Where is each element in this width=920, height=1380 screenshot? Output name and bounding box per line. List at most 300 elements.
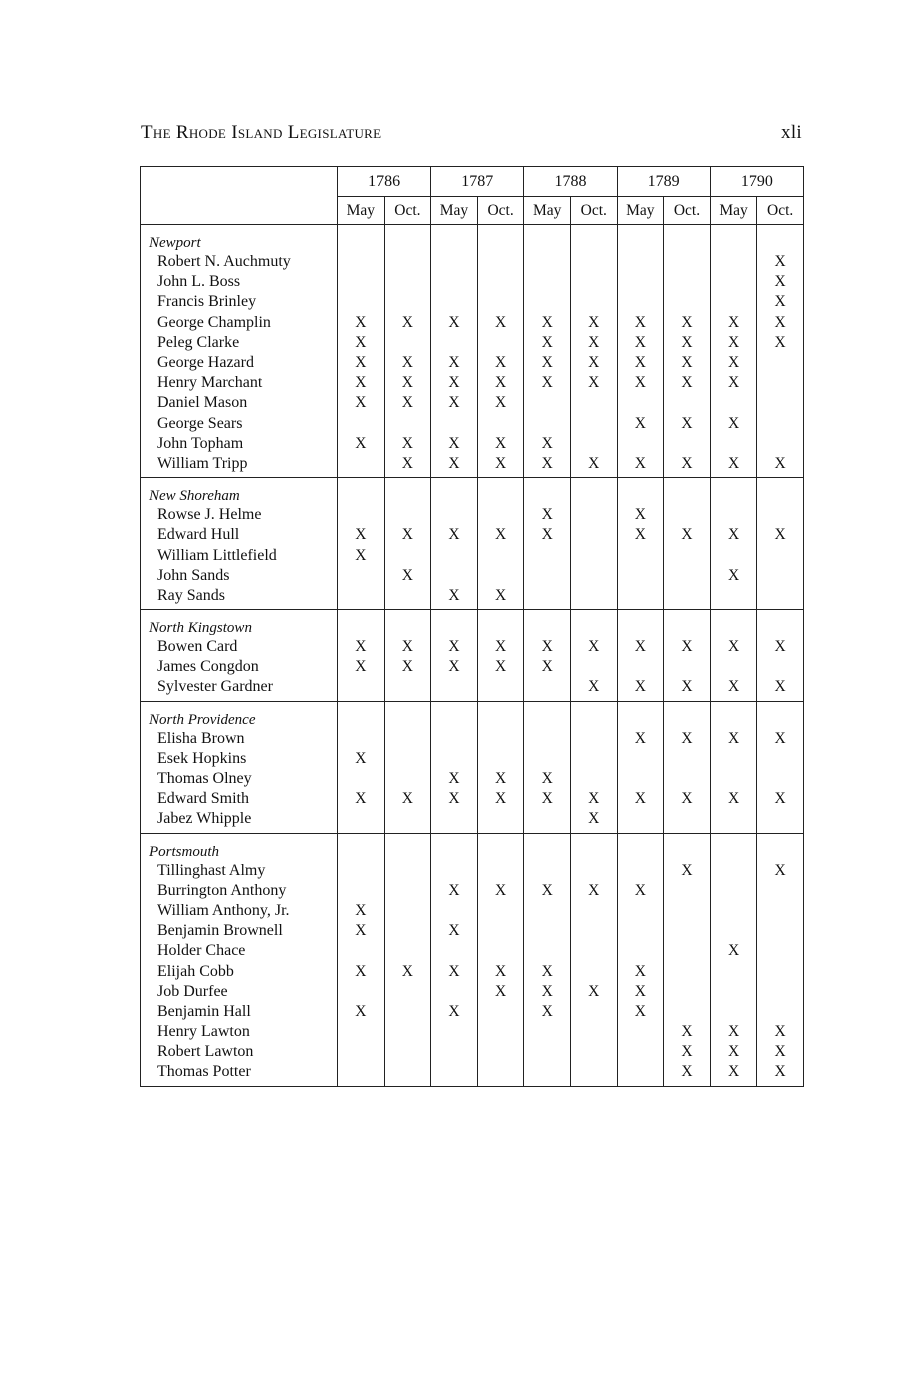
attendance-mark (431, 252, 478, 272)
attendance-mark (570, 525, 617, 545)
attendance-mark: X (384, 657, 431, 677)
town-name: North Providence (141, 701, 338, 729)
attendance-mark: X (617, 313, 664, 333)
attendance-mark: X (664, 1062, 711, 1086)
empty-cell (431, 701, 478, 729)
attendance-mark: X (524, 333, 571, 353)
attendance-mark (757, 921, 804, 941)
attendance-mark (617, 393, 664, 413)
member-name: Robert Lawton (141, 1042, 338, 1062)
empty-cell (710, 701, 757, 729)
attendance-mark: X (757, 1062, 804, 1086)
attendance-mark: X (384, 961, 431, 981)
attendance-mark: X (710, 677, 757, 701)
member-row (141, 901, 804, 921)
attendance-mark: X (477, 982, 524, 1002)
attendance-mark (477, 941, 524, 961)
empty-cell (431, 610, 478, 638)
empty-cell (570, 833, 617, 861)
attendance-mark: X (431, 657, 478, 677)
empty-cell (384, 610, 431, 638)
attendance-mark: X (710, 729, 757, 749)
attendance-mark (524, 861, 571, 881)
attendance-mark (570, 566, 617, 586)
empty-cell (710, 610, 757, 638)
attendance-mark (710, 881, 757, 901)
attendance-mark (570, 252, 617, 272)
attendance-mark (524, 272, 571, 292)
attendance-mark (664, 393, 711, 413)
attendance-mark (617, 657, 664, 677)
empty-cell (431, 833, 478, 861)
attendance-mark (384, 677, 431, 701)
attendance-mark: X (570, 789, 617, 809)
attendance-mark (757, 982, 804, 1002)
attendance-mark (664, 881, 711, 901)
attendance-mark (384, 1002, 431, 1022)
empty-cell (664, 833, 711, 861)
attendance-mark (338, 586, 385, 610)
member-row (141, 657, 804, 677)
attendance-mark (710, 1002, 757, 1022)
attendance-mark: X (431, 1002, 478, 1022)
member-name: Thomas Potter (141, 1062, 338, 1086)
attendance-mark (757, 901, 804, 921)
empty-cell (757, 478, 804, 506)
member-row (141, 861, 804, 881)
session-header: Oct. (384, 197, 431, 225)
attendance-mark (757, 941, 804, 961)
attendance-mark: X (431, 769, 478, 789)
attendance-mark (524, 1062, 571, 1086)
year-header: 1787 (431, 167, 524, 197)
attendance-mark: X (524, 789, 571, 809)
attendance-mark (664, 505, 711, 525)
attendance-mark (338, 881, 385, 901)
table-header (141, 167, 804, 225)
member-row (141, 1002, 804, 1022)
attendance-mark (384, 292, 431, 312)
attendance-mark (338, 729, 385, 749)
attendance-mark (570, 941, 617, 961)
attendance-mark (710, 749, 757, 769)
attendance-mark (570, 1022, 617, 1042)
attendance-mark: X (664, 677, 711, 701)
attendance-mark (477, 901, 524, 921)
attendance-mark: X (757, 313, 804, 333)
empty-cell (664, 225, 711, 253)
member-name: Daniel Mason (141, 393, 338, 413)
attendance-mark: X (384, 313, 431, 333)
member-row (141, 373, 804, 393)
town-heading-row (141, 833, 804, 861)
empty-cell (338, 833, 385, 861)
attendance-mark: X (338, 434, 385, 454)
member-row (141, 393, 804, 413)
attendance-mark (384, 941, 431, 961)
attendance-mark (710, 921, 757, 941)
attendance-mark (384, 414, 431, 434)
empty-cell (431, 478, 478, 506)
attendance-mark (617, 769, 664, 789)
member-name: Elijah Cobb (141, 961, 338, 981)
attendance-mark (338, 1022, 385, 1042)
session-header: May (431, 197, 478, 225)
attendance-mark (338, 677, 385, 701)
member-name: George Sears (141, 414, 338, 434)
member-name: Jabez Whipple (141, 809, 338, 833)
member-name: Benjamin Hall (141, 1002, 338, 1022)
attendance-mark (664, 272, 711, 292)
empty-cell (570, 225, 617, 253)
attendance-mark (338, 982, 385, 1002)
attendance-mark (664, 566, 711, 586)
attendance-mark (477, 1042, 524, 1062)
attendance-mark: X (477, 353, 524, 373)
attendance-mark: X (664, 525, 711, 545)
attendance-mark: X (384, 454, 431, 478)
attendance-mark: X (617, 637, 664, 657)
attendance-mark (524, 941, 571, 961)
attendance-mark (710, 434, 757, 454)
member-row (141, 434, 804, 454)
empty-cell (384, 833, 431, 861)
attendance-mark (570, 657, 617, 677)
member-row (141, 252, 804, 272)
attendance-mark: X (524, 525, 571, 545)
attendance-mark (338, 1042, 385, 1062)
attendance-mark: X (710, 525, 757, 545)
session-header: May (338, 197, 385, 225)
attendance-mark: X (757, 729, 804, 749)
attendance-mark: X (664, 1022, 711, 1042)
attendance-mark: X (617, 454, 664, 478)
member-row (141, 982, 804, 1002)
attendance-mark (617, 809, 664, 833)
attendance-mark (757, 414, 804, 434)
attendance-mark (431, 809, 478, 833)
attendance-mark: X (570, 677, 617, 701)
attendance-mark: X (757, 292, 804, 312)
empty-cell (757, 833, 804, 861)
empty-cell (570, 610, 617, 638)
attendance-mark (384, 921, 431, 941)
attendance-mark (477, 272, 524, 292)
running-head (141, 122, 802, 144)
town-heading-row (141, 225, 804, 253)
attendance-mark (570, 901, 617, 921)
attendance-mark (570, 961, 617, 981)
attendance-mark: X (524, 961, 571, 981)
attendance-mark (524, 729, 571, 749)
attendance-mark (617, 434, 664, 454)
empty-cell (570, 701, 617, 729)
attendance-mark (757, 1002, 804, 1022)
attendance-mark (570, 586, 617, 610)
attendance-mark (617, 252, 664, 272)
attendance-mark (710, 769, 757, 789)
attendance-mark (338, 1062, 385, 1086)
attendance-mark: X (617, 789, 664, 809)
member-row (141, 1022, 804, 1042)
member-name: Burrington Anthony (141, 881, 338, 901)
member-name: James Congdon (141, 657, 338, 677)
member-name: Elisha Brown (141, 729, 338, 749)
attendance-mark (477, 749, 524, 769)
year-header: 1786 (338, 167, 431, 197)
town-name: New Shoreham (141, 478, 338, 506)
attendance-mark (477, 861, 524, 881)
attendance-mark (617, 586, 664, 610)
attendance-mark: X (477, 313, 524, 333)
attendance-mark (570, 749, 617, 769)
attendance-mark: X (710, 789, 757, 809)
empty-cell (384, 478, 431, 506)
attendance-mark (710, 809, 757, 833)
empty-cell (710, 478, 757, 506)
attendance-mark: X (617, 1002, 664, 1022)
member-name: William Anthony, Jr. (141, 901, 338, 921)
attendance-mark: X (664, 353, 711, 373)
empty-cell (757, 610, 804, 638)
attendance-mark: X (664, 333, 711, 353)
attendance-mark: X (757, 272, 804, 292)
attendance-mark: X (338, 545, 385, 565)
attendance-mark: X (431, 313, 478, 333)
member-name: Tillinghast Almy (141, 861, 338, 881)
attendance-mark: X (664, 414, 711, 434)
attendance-mark (524, 586, 571, 610)
attendance-mark: X (477, 586, 524, 610)
attendance-mark: X (338, 749, 385, 769)
attendance-mark (664, 769, 711, 789)
attendance-mark: X (710, 1062, 757, 1086)
attendance-mark: X (338, 373, 385, 393)
session-header: May (617, 197, 664, 225)
attendance-mark (431, 1022, 478, 1042)
attendance-mark: X (524, 353, 571, 373)
attendance-mark (384, 252, 431, 272)
attendance-mark (710, 901, 757, 921)
attendance-mark: X (617, 677, 664, 701)
attendance-mark (431, 292, 478, 312)
town-section (141, 701, 804, 833)
empty-cell (524, 478, 571, 506)
town-section (141, 478, 804, 610)
attendance-mark (477, 545, 524, 565)
attendance-mark (338, 505, 385, 525)
attendance-mark (338, 272, 385, 292)
member-name: Francis Brinley (141, 292, 338, 312)
attendance-mark: X (524, 657, 571, 677)
session-header: Oct. (757, 197, 804, 225)
empty-cell (431, 225, 478, 253)
attendance-mark (757, 353, 804, 373)
attendance-mark: X (431, 586, 478, 610)
town-heading-row (141, 610, 804, 638)
attendance-mark: X (570, 881, 617, 901)
town-heading-row (141, 478, 804, 506)
attendance-mark: X (617, 982, 664, 1002)
member-row (141, 292, 804, 312)
attendance-mark: X (524, 1002, 571, 1022)
town-section (141, 833, 804, 1086)
attendance-mark: X (617, 961, 664, 981)
attendance-mark (431, 729, 478, 749)
attendance-mark: X (431, 881, 478, 901)
member-name: Henry Marchant (141, 373, 338, 393)
attendance-mark: X (477, 454, 524, 478)
attendance-mark (477, 1022, 524, 1042)
member-name: Edward Hull (141, 525, 338, 545)
empty-cell (477, 225, 524, 253)
attendance-mark: X (570, 982, 617, 1002)
town-heading-row (141, 701, 804, 729)
member-name: John L. Boss (141, 272, 338, 292)
attendance-mark (617, 1062, 664, 1086)
attendance-mark: X (757, 637, 804, 657)
attendance-mark (431, 272, 478, 292)
attendance-mark (431, 677, 478, 701)
attendance-mark (477, 414, 524, 434)
attendance-mark: X (617, 353, 664, 373)
empty-cell (617, 701, 664, 729)
town-name: North Kingstown (141, 610, 338, 638)
empty-cell (384, 225, 431, 253)
member-name: Job Durfee (141, 982, 338, 1002)
member-name: Peleg Clarke (141, 333, 338, 353)
attendance-mark: X (338, 313, 385, 333)
member-row (141, 525, 804, 545)
attendance-mark (477, 566, 524, 586)
attendance-mark: X (570, 353, 617, 373)
member-name: Rowse J. Helme (141, 505, 338, 525)
attendance-mark: X (664, 729, 711, 749)
empty-cell (338, 225, 385, 253)
attendance-mark: X (338, 525, 385, 545)
attendance-mark: X (757, 1042, 804, 1062)
attendance-mark: X (431, 921, 478, 941)
attendance-mark (757, 769, 804, 789)
attendance-mark (570, 393, 617, 413)
attendance-mark: X (617, 881, 664, 901)
attendance-mark (664, 545, 711, 565)
attendance-mark (710, 393, 757, 413)
attendance-mark (338, 252, 385, 272)
attendance-mark (757, 961, 804, 981)
member-row (141, 313, 804, 333)
member-name: Henry Lawton (141, 1022, 338, 1042)
attendance-mark (338, 454, 385, 478)
town-section (141, 610, 804, 702)
attendance-mark (477, 729, 524, 749)
attendance-mark (431, 414, 478, 434)
attendance-mark: X (617, 373, 664, 393)
attendance-table (140, 166, 804, 1087)
session-header: May (524, 197, 571, 225)
attendance-mark (524, 252, 571, 272)
attendance-mark (384, 901, 431, 921)
attendance-mark (617, 545, 664, 565)
attendance-mark (617, 901, 664, 921)
attendance-mark (524, 921, 571, 941)
attendance-mark: X (524, 769, 571, 789)
attendance-mark (617, 1022, 664, 1042)
attendance-mark (524, 393, 571, 413)
member-name: George Champlin (141, 313, 338, 333)
empty-cell (524, 610, 571, 638)
attendance-mark: X (710, 454, 757, 478)
attendance-mark (431, 901, 478, 921)
attendance-mark (570, 1042, 617, 1062)
member-name: Bowen Card (141, 637, 338, 657)
member-row (141, 414, 804, 434)
attendance-mark (710, 505, 757, 525)
attendance-mark (384, 505, 431, 525)
attendance-mark: X (338, 353, 385, 373)
attendance-mark: X (570, 454, 617, 478)
attendance-mark (477, 921, 524, 941)
attendance-mark (570, 414, 617, 434)
attendance-mark (524, 677, 571, 701)
attendance-mark: X (570, 333, 617, 353)
member-row (141, 454, 804, 478)
attendance-mark: X (757, 789, 804, 809)
attendance-mark: X (664, 1042, 711, 1062)
attendance-mark (384, 861, 431, 881)
attendance-mark: X (664, 454, 711, 478)
empty-cell (710, 833, 757, 861)
attendance-mark: X (617, 729, 664, 749)
attendance-mark: X (477, 657, 524, 677)
attendance-mark: X (757, 1022, 804, 1042)
attendance-mark (757, 393, 804, 413)
attendance-mark: X (384, 434, 431, 454)
attendance-mark: X (664, 373, 711, 393)
empty-cell (757, 701, 804, 729)
attendance-mark: X (617, 333, 664, 353)
attendance-mark (477, 333, 524, 353)
attendance-mark (617, 272, 664, 292)
attendance-mark: X (384, 353, 431, 373)
attendance-mark (570, 434, 617, 454)
empty-cell (570, 478, 617, 506)
attendance-mark (664, 809, 711, 833)
attendance-mark: X (524, 982, 571, 1002)
attendance-mark (617, 921, 664, 941)
page-number: xli (781, 122, 802, 143)
attendance-mark: X (757, 861, 804, 881)
member-row (141, 353, 804, 373)
member-name: William Littlefield (141, 545, 338, 565)
attendance-mark: X (431, 373, 478, 393)
empty-cell (477, 701, 524, 729)
attendance-mark (524, 749, 571, 769)
attendance-mark (524, 545, 571, 565)
attendance-mark: X (710, 313, 757, 333)
attendance-mark: X (431, 393, 478, 413)
attendance-mark: X (617, 505, 664, 525)
attendance-mark (570, 921, 617, 941)
attendance-mark: X (338, 921, 385, 941)
attendance-mark: X (524, 637, 571, 657)
attendance-mark (384, 769, 431, 789)
year-header: 1789 (617, 167, 710, 197)
member-row (141, 881, 804, 901)
member-row (141, 333, 804, 353)
attendance-mark (570, 769, 617, 789)
attendance-mark (664, 941, 711, 961)
